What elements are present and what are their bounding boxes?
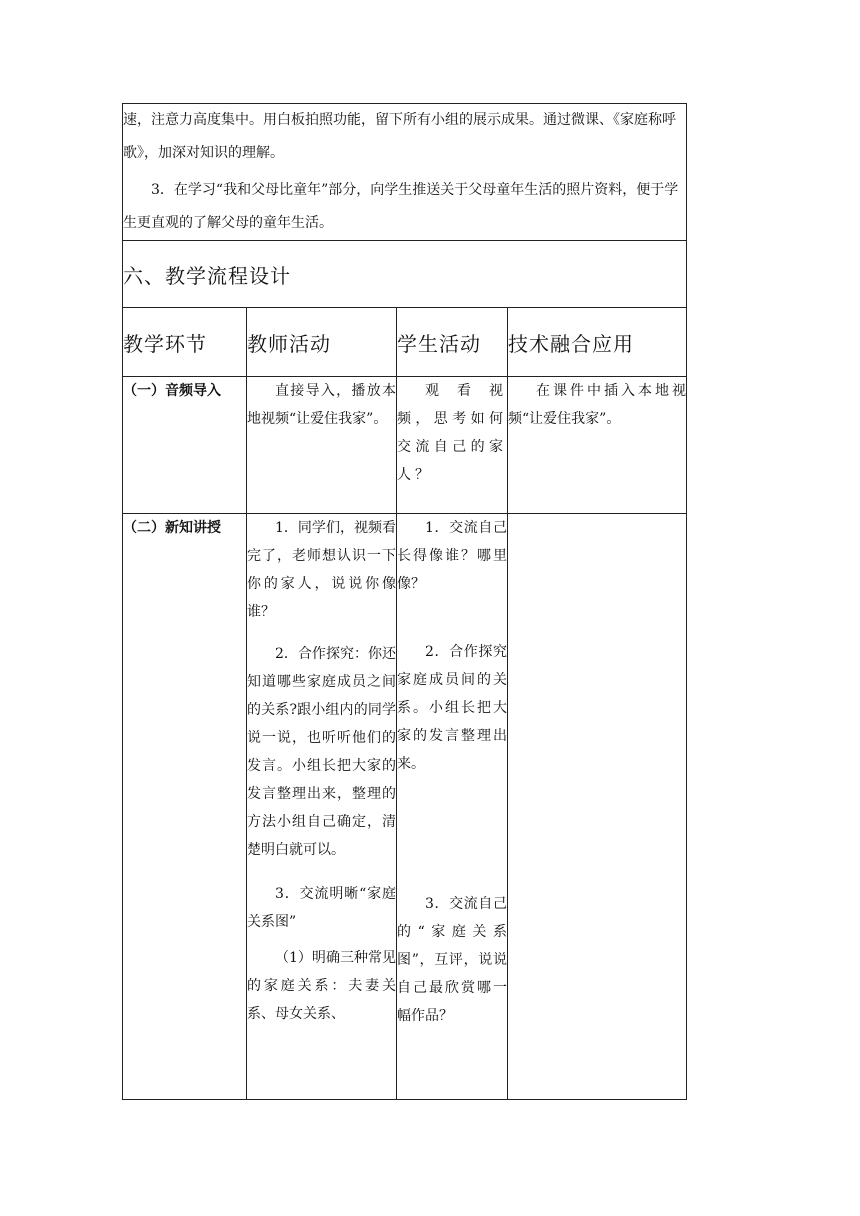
student-activity: 2．合作探究家庭成员间的关系。小组长把大家的发言整理出来。 bbox=[397, 644, 507, 772]
stage-cell: （二）新知讲授 bbox=[123, 514, 247, 1100]
tech-cell bbox=[508, 514, 687, 1100]
intro-paragraph-1: 速，注意力高度集中。用白板拍照功能，留下所有小组的展示成果。通过微课、《家庭称呼歌》，加深对知识的理解。 bbox=[123, 112, 676, 161]
intro-row bbox=[123, 104, 687, 241]
header-row bbox=[123, 308, 687, 377]
header-teacher: 教师活动 bbox=[247, 308, 397, 377]
student-activity: 观看视频，思考如何交流自己的家人？ bbox=[397, 383, 507, 483]
teacher-activity: 2．合作探究：你还知道哪些家庭成员之间的关系?跟小组内的同学说一说，也听听他们的发言。小组长把大家的发言整理出来，整理的方法小组自己确定，清楚明白就可以。 bbox=[247, 646, 396, 858]
teacher-activity: 1．同学们，视频看完了，老师想认识一下你的家人，说说你像谁？ bbox=[247, 520, 396, 620]
student-cell bbox=[397, 514, 508, 1100]
intro-paragraph-2: 3．在学习“我和父母比童年”部分，向学生推送关于父母童年生活的照片资料，便于学生更直观的了解父母的童年生活。 bbox=[123, 182, 679, 231]
table-row bbox=[123, 377, 687, 514]
section-title: 六、教学流程设计 bbox=[123, 241, 687, 308]
teacher-activity: 3．交流明晰“家庭关系图” bbox=[247, 886, 396, 930]
header-stage: 教学环节 bbox=[123, 308, 247, 377]
header-tech: 技术融合应用 bbox=[508, 308, 687, 377]
stage-cell: （一）音频导入 bbox=[123, 377, 247, 514]
tech-cell bbox=[508, 377, 687, 514]
tech-application: 在课件中插入本地视频“让爱住我家”。 bbox=[508, 383, 687, 427]
lesson-plan-table bbox=[122, 103, 687, 1100]
teacher-cell bbox=[247, 514, 397, 1100]
header-student: 学生活动 bbox=[397, 308, 508, 377]
teacher-activity: （1）明确三种常见的家庭关系：夫妻关系、母女关系、 bbox=[247, 950, 396, 1022]
teacher-activity: 直接导入，播放本地视频“让爱住我家”。 bbox=[247, 383, 396, 427]
student-cell bbox=[397, 377, 508, 514]
student-activity: 3．交流自己的“家庭关系图”，互评，说说自己最欣赏哪一幅作品？ bbox=[397, 896, 507, 1024]
table-row bbox=[123, 514, 687, 1100]
student-activity: 1．交流自己长得像谁？哪里像？ bbox=[397, 520, 507, 592]
intro-cell bbox=[123, 104, 687, 241]
section-row bbox=[123, 241, 687, 308]
teacher-cell bbox=[247, 377, 397, 514]
